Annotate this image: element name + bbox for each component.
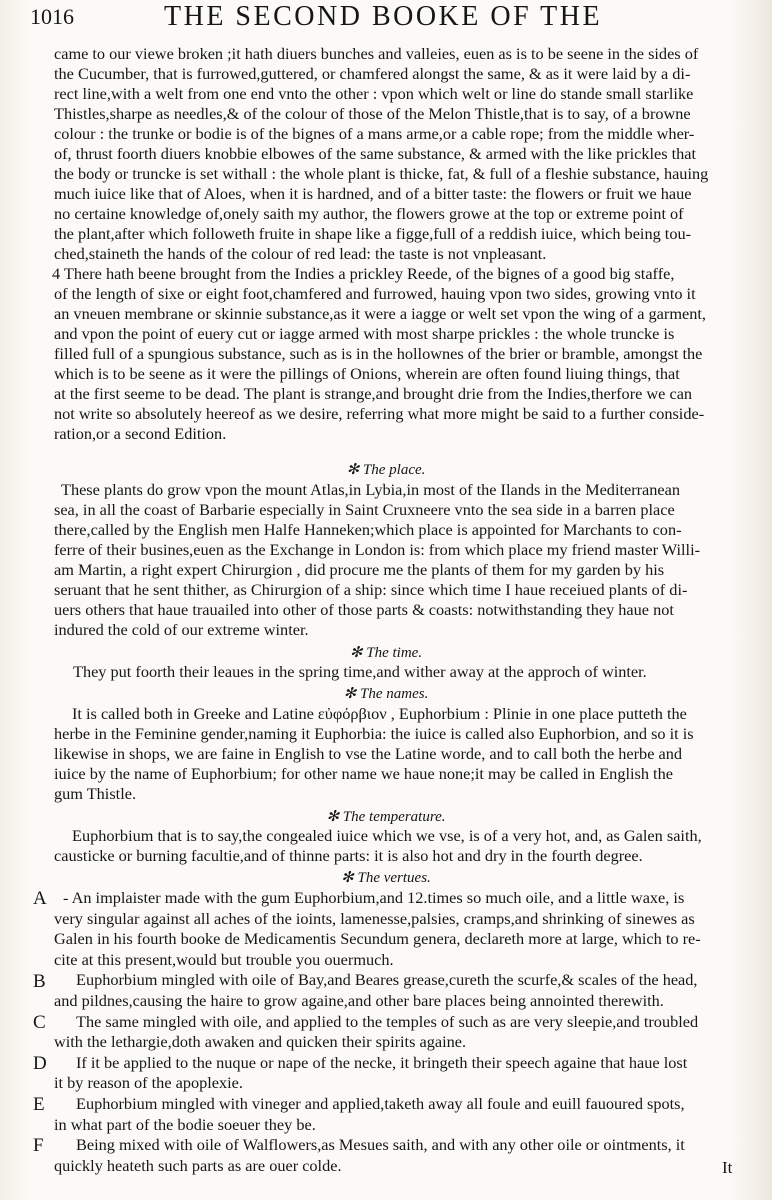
text-line: ration,or a second Edition. <box>54 424 227 443</box>
text-line: seruant that he sent thither, as Chirurgion of a ship: since which time I haue receiued plants of di- <box>54 580 688 599</box>
text-line: an vneuen membrane or skinnie substance,as it were a iagge or welt set vpon the wing of a garment, <box>54 304 706 323</box>
text-line: Euphorbium mingled with vineger and applied,taketh away all foule and euill fauoured spots, <box>76 1094 685 1113</box>
text-line: rect line,with a welt from one end vnto the other : vpon which welt or line do stande small starlike <box>54 84 694 103</box>
text-line: filled full of a spungious substance, such as is in the hollownes of the brier or bramble, amongst the <box>54 344 703 363</box>
text-line: in what part of the bodie soeuer they be. <box>54 1114 316 1134</box>
margin-letter-a: A <box>33 888 47 909</box>
text-line: of, thrust foorth diuers knobbie elbowes of the same substance, & armed with the like prickles that <box>54 144 697 163</box>
text-line: 4 There hath beene brought from the Indies a prickley Reede, of the bignes of a good big staffe, <box>52 264 675 283</box>
text-line: the plant,after which followeth fruite in shape like a figge,full of a reddish iuice, which being tou- <box>54 224 692 243</box>
text-line: the Cucumber, that is furrowed,guttered, or chamfered alongst the same, & as it were laid by a di- <box>54 64 691 83</box>
text-line: ferre of their busines,euen as the Exchange in London is: from which place my friend master Willi- <box>54 540 701 559</box>
page-number: 1016 <box>30 4 74 29</box>
margin-letter-b: B <box>33 971 46 992</box>
text-line: Euphorbium that is to say,the congealed iuice which we vse, is of a very hot, and, as Galen saith, <box>72 826 702 845</box>
text-line: Thistles,sharpe as needles,& of the colour of those of the Melon Thistle,that is to say, of a browne <box>54 104 691 123</box>
text-line: causticke or burning facultie,and of thinne parts: it is also hot and dry in the fourth degree. <box>54 846 643 865</box>
text-line: very singular against all aches of the ioints, lamenesse,palsies, cramps,and shrinking of sinewes as <box>54 908 695 928</box>
heading-vertues: ✻ The vertues. <box>341 870 431 886</box>
catchword: It <box>722 1158 733 1177</box>
text-line: ched,staineth the hands of the colour of red lead: the taste is not vnpleasant. <box>54 244 547 263</box>
text-line: of the length of sixe or eight foot,chamfered and furrowed, hauing vpon two sides, growing vnto it <box>54 284 696 303</box>
heading-temperature: ✻ The temperature. <box>326 809 446 825</box>
text-line: at the first seeme to be dead. The plant is strange,and brought drie from the Indies,therfore we can <box>54 384 693 403</box>
text-line: came to our viewe broken ;it hath diuers bunches and valleies, euen as is to be seene in the sides of <box>54 44 699 63</box>
text-line: quickly heateth such parts as are ouer colde. <box>54 1155 342 1175</box>
text-line: sea, in all the coast of Barbarie especially in Saint Cruxneere vnto the sea side in a barren place <box>54 500 675 519</box>
heading-names: ✻ The names. <box>343 686 429 702</box>
text-line: and pildnes,causing the haire to grow againe,and other bare places being annointed therewith. <box>54 991 664 1010</box>
heading-time: ✻ The time. <box>349 645 423 661</box>
text-line: with the lethargie,doth awaken and quicken their spirits againe. <box>54 1032 467 1052</box>
text-line: It is called both in Greeke and Latine εὐφόρβιον , Euphorbium : Plinie in one place putteth the <box>72 704 687 723</box>
text-line: and vpon the point of euery cut or iagge armed with most sharpe prickles : the whole truncke is <box>54 324 675 343</box>
margin-letter-d: D <box>33 1053 47 1074</box>
text-line: If it be applied to the nuque or nape of the necke, it bringeth their speech againe that haue lost <box>76 1052 688 1072</box>
text-line: Galen in his fourth booke de Medicamentis Secundum genera, declareth more at large, which to re- <box>54 929 701 949</box>
margin-letter-e: E <box>33 1094 45 1115</box>
text-line: indured the cold of our extreme winter. <box>54 620 309 639</box>
text-line: am Martin, a right expert Chirurgion , did procure me the plants of them for my garden by his <box>54 560 665 579</box>
margin-letter-c: C <box>33 1012 46 1033</box>
text-line: Euphorbium mingled with oile of Bay,and Beares grease,cureth the scurfe,& scales of the head, <box>76 970 698 990</box>
margin-letter-f: F <box>33 1135 44 1156</box>
running-title: THE SECOND BOOKE OF THE <box>164 1 603 32</box>
text-line: iuice by the name of Euphorbium; for other name we haue none;it may be called in English the <box>54 764 673 783</box>
text-line: not write so absolutely heereof as we desire, referring what more might be said to a further conside- <box>54 404 705 423</box>
text-line: which is to be seene as it were the pillings of Onions, wherein are often found liuing things, that <box>54 364 680 383</box>
text-line: it by reason of the apoplexie. <box>54 1073 243 1093</box>
text-line: uers others that haue trauailed into other of those parts & coasts: notwithstanding they haue not <box>54 600 674 619</box>
text-line: The same mingled with oile, and applied to the temples of such as are very sleepie,and troubled <box>76 1011 699 1031</box>
text-line: there,called by the English men Halfe Hanneken;which place is appointed for Marchants to con- <box>54 520 682 539</box>
text-line: colour : the trunke or bodie is of the bignes of a mans arme,or a cable rope; from the middle wher- <box>54 124 695 143</box>
text-line: the body or truncke is set withall : the whole plant is thicke, fat, & full of a fleshie substance, hauing <box>54 164 709 183</box>
text-line: Being mixed with oile of Walflowers,as Mesues saith, and with any other oile or ointments, it <box>76 1135 685 1155</box>
text-line: gum Thistle. <box>54 784 137 803</box>
text-line: - An implaister made with the gum Euphorbium,and 12.times so much oile, and a little waxe, is <box>63 888 685 907</box>
heading-place: ✻ The place. <box>346 462 426 478</box>
text-line: cite at this present,would but trouble you ouermuch. <box>54 949 394 969</box>
text-line: herbe in the Feminine gender,naming it Euphorbia: the iuice is called also Euphorbion, and so it is <box>54 724 694 743</box>
text-line: They put foorth their leaues in the spring time,and wither away at the approch of winter. <box>73 662 647 681</box>
text-line: likewise in shops, we are faine in English to vse the Latine worde, and to call both the herbe and <box>54 744 683 763</box>
text-line: much iuice like that of Aloes, when it is hardned, and of a bitter taste: the flowers or fruit we haue <box>54 184 692 203</box>
text-line: These plants do grow vpon the mount Atlas,in Lybia,in most of the Ilands in the Mediterranean <box>61 480 681 499</box>
text-line: no certaine knowledge of,onely saith my author, the flowers growe at the top or extreme point of <box>54 204 684 223</box>
